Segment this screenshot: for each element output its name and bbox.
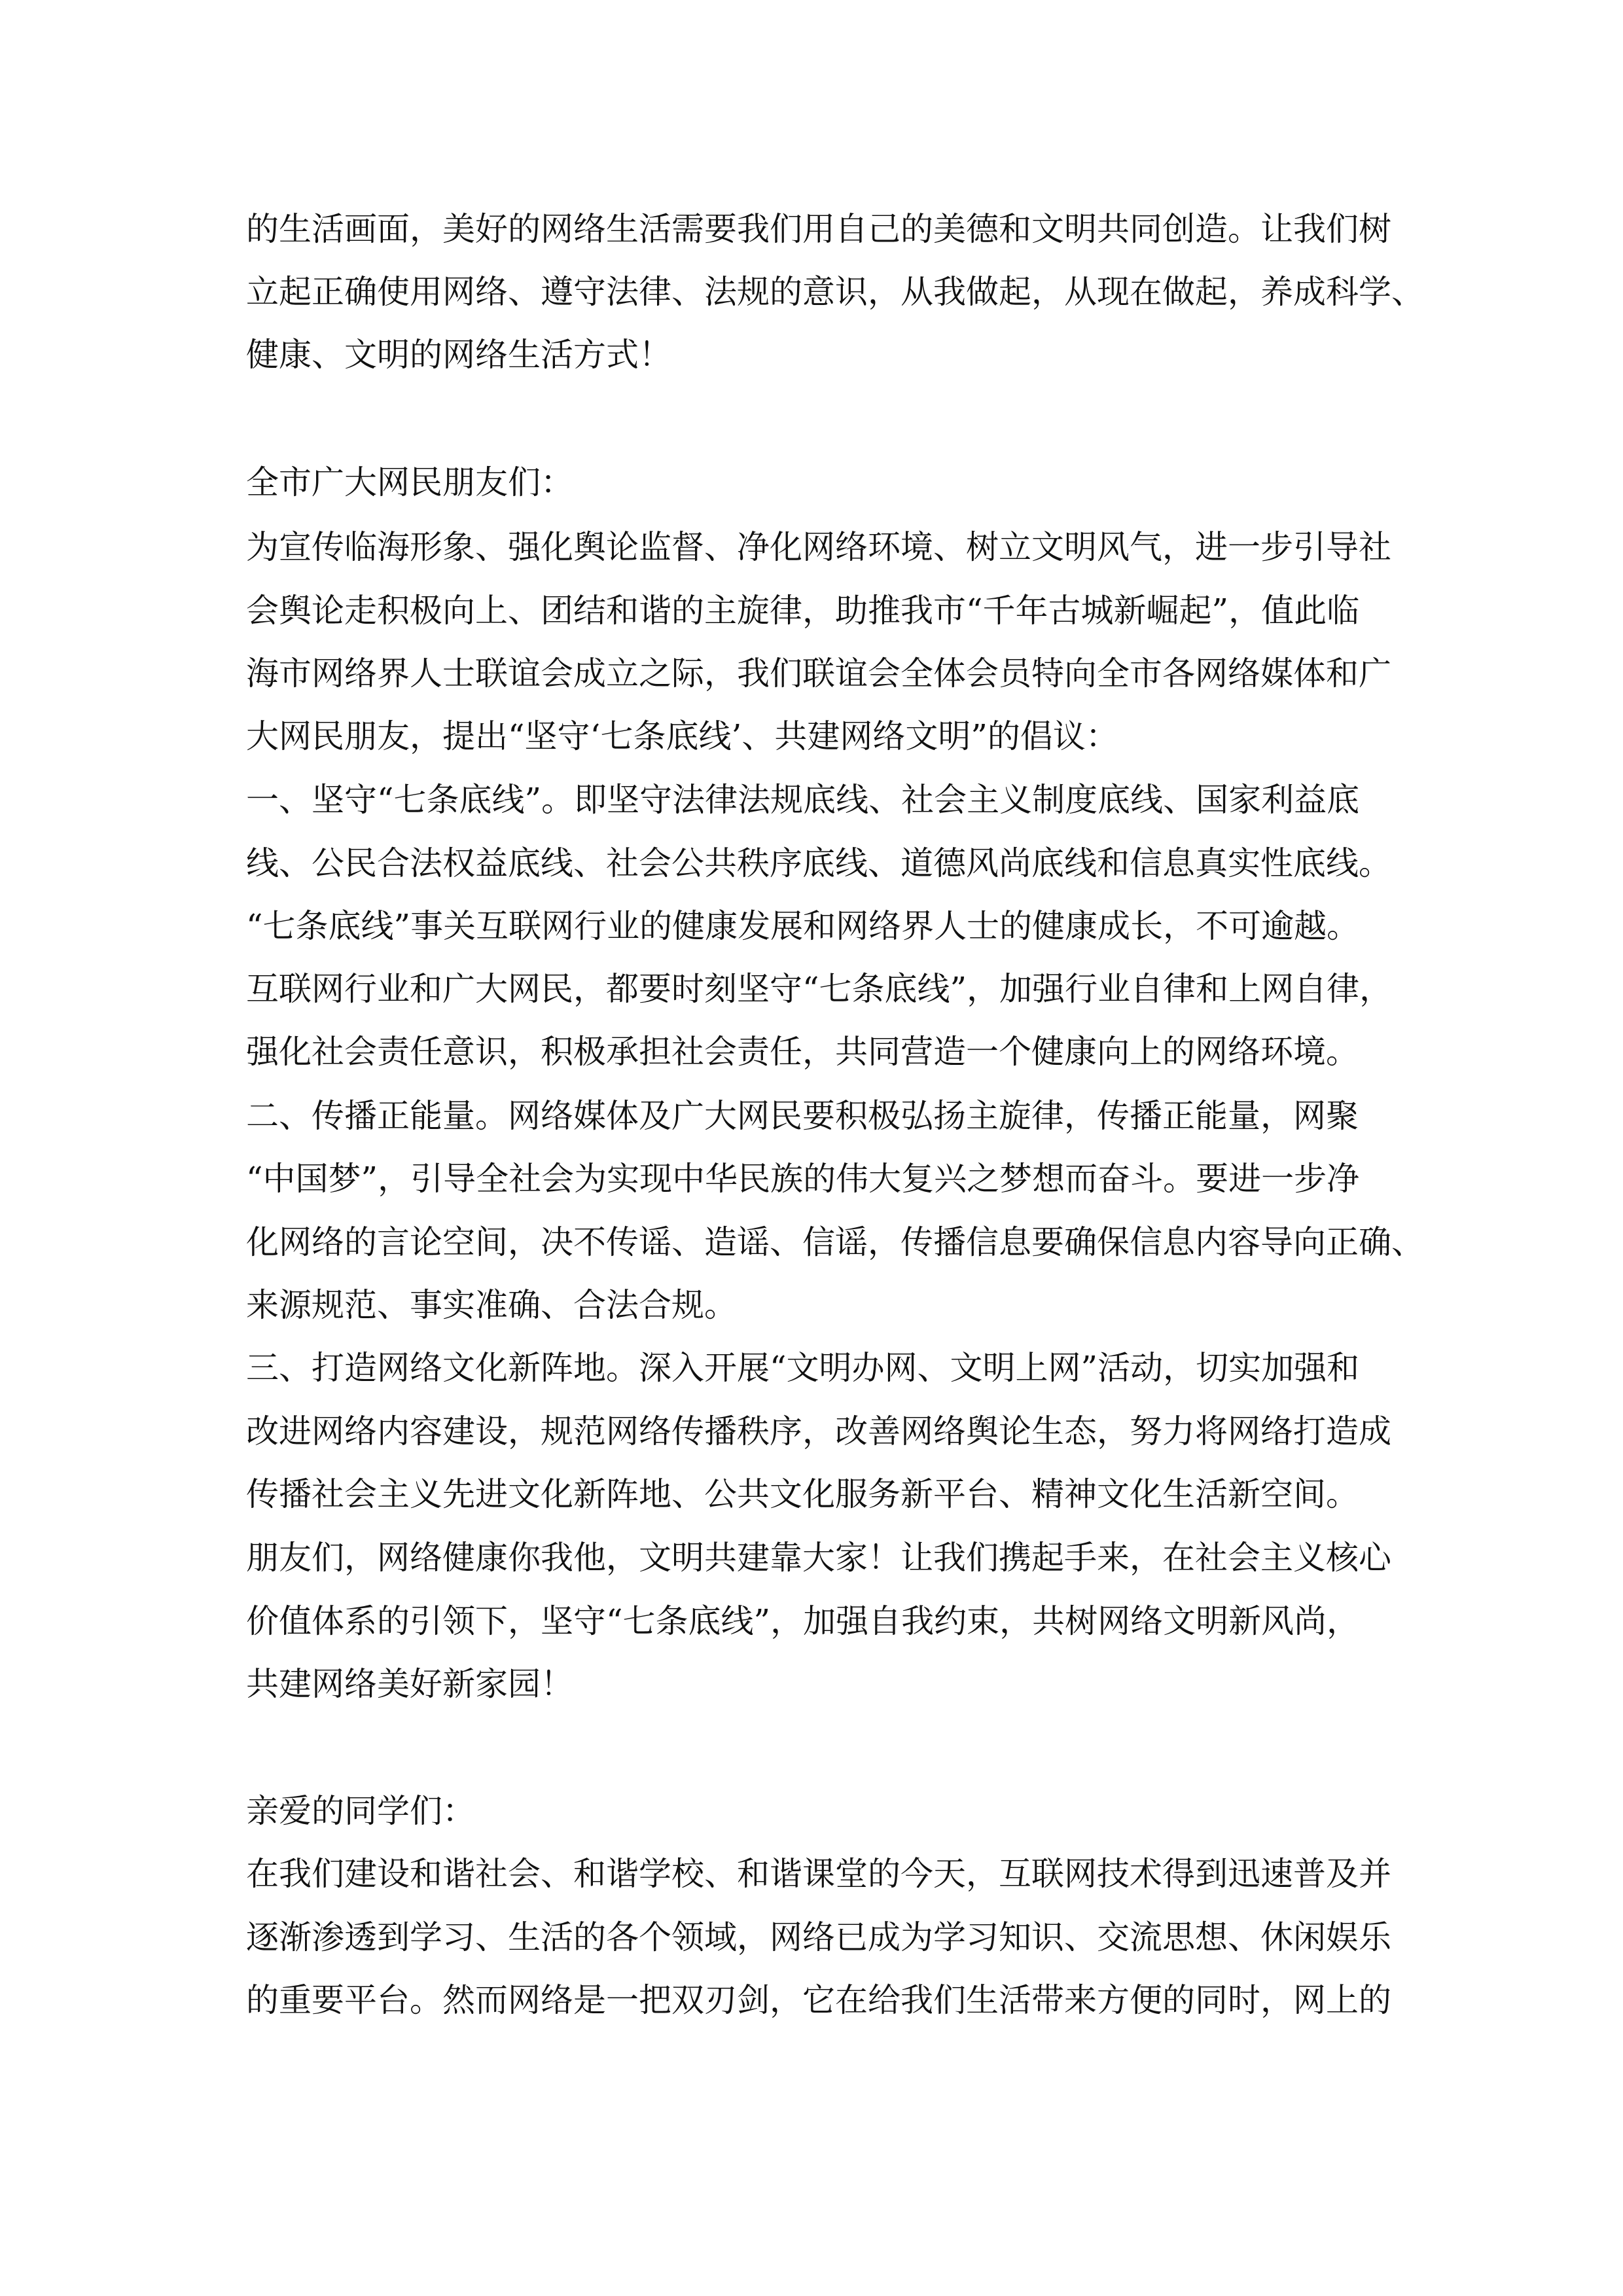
paragraph-line: 朋友们，网络健康你我他，文明共建靠大家！让我们携起手来，在社会主义核心 [246, 1539, 1391, 1577]
paragraph-line: 海市网络界人士联谊会成立之际，我们联谊会全体会员特向全市各网络媒体和广 [246, 655, 1391, 692]
paragraph-line: 线、公民合法权益底线、社会公共秩序底线、道德风尚底线和信息真实性底线。 [246, 844, 1391, 882]
paragraph-line: “中国梦”，引导全社会为实现中华民族的伟大复兴之梦想而奋斗。要进一步净 [246, 1160, 1360, 1198]
paragraph-line: 化网络的言论空间，决不传谣、造谣、信谣，传播信息要确保信息内容导向正确、 [246, 1223, 1424, 1261]
paragraph-line: “七条底线”事关互联网行业的健康发展和网络界人士的健康成长，不可逾越。 [246, 907, 1360, 945]
paragraph-line: 共建网络美好新家园！ [246, 1665, 573, 1703]
paragraph-line: 改进网络内容建设，规范网络传播秩序，改善网络舆论生态，努力将网络打造成 [246, 1412, 1391, 1450]
salutation: 全市广大网民朋友们： [246, 463, 573, 501]
paragraph-line: 强化社会责任意识，积极承担社会责任，共同营造一个健康向上的网络环境。 [246, 1033, 1359, 1071]
paragraph-line: 在我们建设和谐社会、和谐学校、和谐课堂的今天，互联网技术得到迅速普及并 [246, 1855, 1391, 1893]
paragraph-line: 的重要平台。然而网络是一把双刃剑，它在给我们生活带来方便的同时，网上的 [246, 1981, 1391, 2019]
paragraph-line: 大网民朋友，提出“坚守‘七条底线’、共建网络文明”的倡议： [246, 717, 1118, 755]
paragraph-line: 二、传播正能量。网络媒体及广大网民要积极弘扬主旋律，传播正能量，网聚 [246, 1097, 1359, 1135]
paragraph-line: 会舆论走积极向上、团结和谐的主旋律，助推我市“千年古城新崛起”，值此临 [246, 592, 1360, 630]
paragraph-line: 为宣传临海形象、强化舆论监督、净化网络环境、树立文明风气，进一步引导社 [246, 528, 1391, 566]
paragraph-line: 健康、文明的网络生活方式！ [246, 336, 671, 374]
paragraph-line: 互联网行业和广大网民，都要时刻坚守“七条底线”，加强行业自律和上网自律， [246, 970, 1393, 1008]
paragraph-line: 来源规范、事实准确、合法合规。 [246, 1286, 737, 1324]
paragraph-line: 价值体系的引领下，坚守“七条底线”，加强自我约束，共树网络文明新风尚， [246, 1602, 1360, 1640]
paragraph-line: 逐渐渗透到学习、生活的各个领域，网络已成为学习知识、交流思想、休闲娱乐 [246, 1918, 1391, 1956]
paragraph-line: 的生活画面，美好的网络生活需要我们用自己的美德和文明共同创造。让我们树 [246, 210, 1391, 248]
paragraph-line: 三、打造网络文化新阵地。深入开展“文明办网、文明上网”活动，切实加强和 [246, 1349, 1360, 1387]
paragraph-line: 一、坚守“七条底线”。即坚守法律法规底线、社会主义制度底线、国家利益底 [246, 781, 1360, 819]
paragraph-line: 传播社会主义先进文化新阵地、公共文化服务新平台、精神文化生活新空间。 [246, 1475, 1359, 1513]
paragraph-line: 立起正确使用网络、遵守法律、法规的意识，从我做起，从现在做起，养成科学、 [246, 273, 1424, 311]
salutation: 亲爱的同学们： [246, 1792, 475, 1830]
